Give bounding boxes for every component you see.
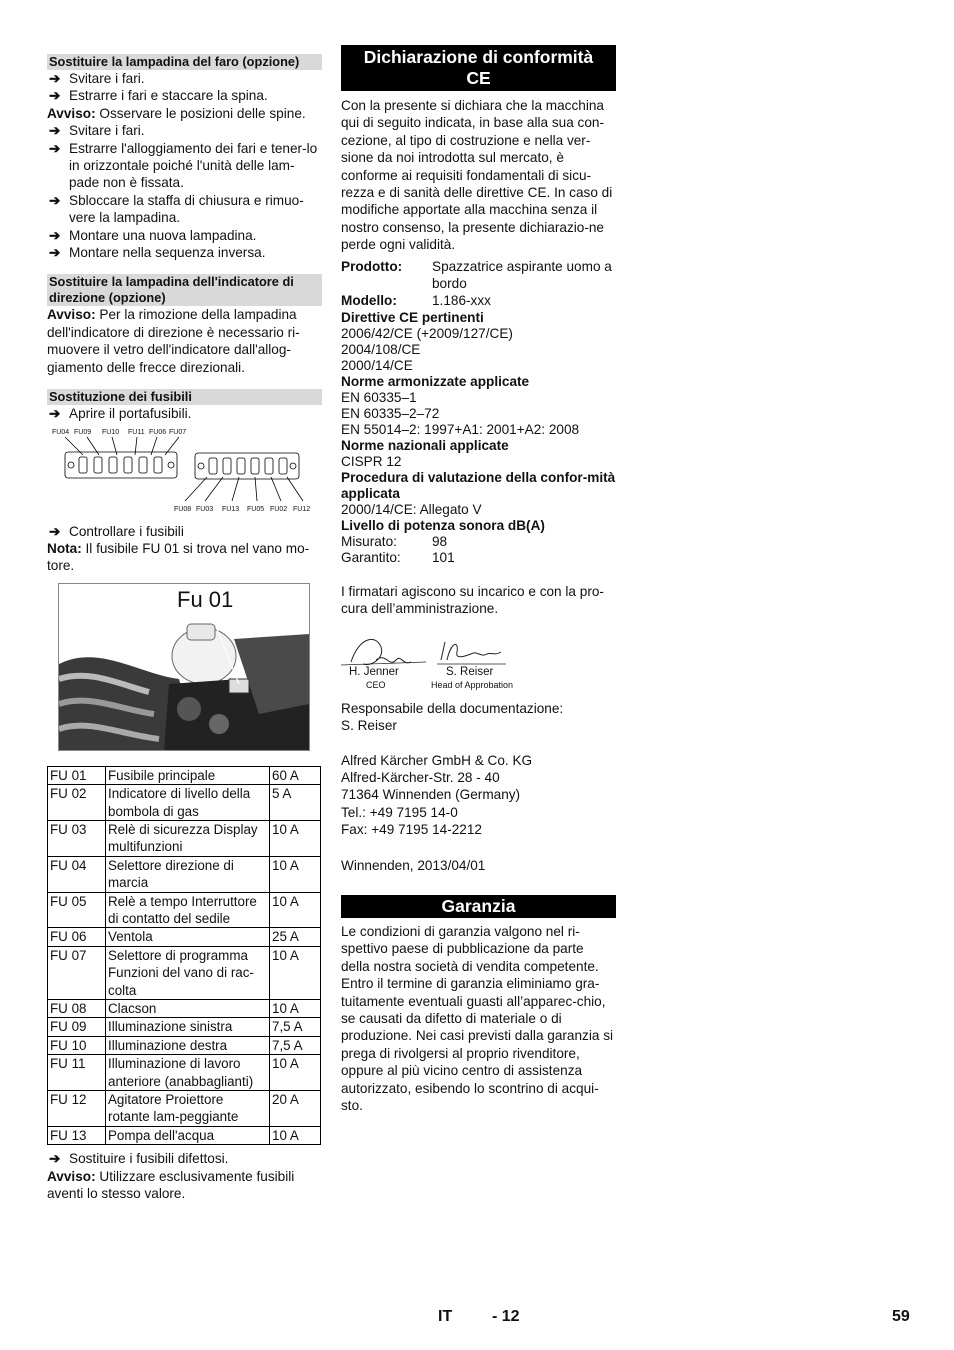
fuse-slot bbox=[223, 458, 231, 474]
harmonized-norms-label: Norme armonizzate applicate bbox=[341, 373, 530, 389]
table-row bbox=[48, 766, 321, 784]
fuse-description: Illuminazione destra bbox=[106, 1036, 270, 1054]
fuse-slot bbox=[265, 458, 273, 474]
table-row bbox=[48, 785, 321, 821]
fuse-label: FU12 bbox=[293, 505, 311, 513]
fuse-id: FU 10 bbox=[48, 1036, 106, 1054]
note: Nota: Il fusibile FU 01 si trova nel vano mo-tore. bbox=[47, 540, 310, 574]
fuse-description: Illuminazione sinistra bbox=[106, 1018, 270, 1036]
fuse-description: Illuminazione di lavoro anteriore (anabbaglianti) bbox=[106, 1055, 270, 1091]
section-title-indicator: Sostituire la lampadina dell'indicatore di direzione (opzione) bbox=[47, 274, 322, 306]
table-row bbox=[48, 892, 321, 928]
footer-page-number: 59 bbox=[892, 1308, 910, 1325]
fuse-rating: 7,5 A bbox=[270, 1018, 321, 1036]
fuse-label: FU13 bbox=[222, 505, 240, 513]
arrow-icon: ➔ bbox=[49, 1151, 61, 1167]
fuse-description: Ventola bbox=[106, 928, 270, 946]
signatories-text: I firmatari agiscono su incarico e con la pro-cura dell’amministrazione. bbox=[341, 583, 604, 617]
note: Avviso: Utilizzare esclusivamente fusibili aventi lo stesso valore. bbox=[47, 1168, 295, 1202]
fuse-id: FU 09 bbox=[48, 1018, 106, 1036]
arrow-icon: ➔ bbox=[49, 140, 61, 156]
fuse-slot bbox=[251, 458, 259, 474]
fuse-label: FU10 bbox=[102, 428, 120, 436]
fuse-label: FU03 bbox=[196, 505, 214, 513]
fuse-description: Relè di sicurezza Display multifunzioni bbox=[106, 820, 270, 856]
responsible-label: Responsabile della documentazione: bbox=[341, 700, 564, 716]
fuse-description: Relè a tempo Interruttore di contatto del sedile bbox=[106, 892, 270, 928]
table-row bbox=[48, 1036, 321, 1054]
fuse-label: FU07 bbox=[169, 428, 187, 436]
address: Alfred Kärcher GmbH & Co. KG Alfred-Kärcher-Str. 28 - 40 71364 Winnenden (Germany) Tel.: +49 7195 14-0 Fax: +49 7195 14-2212 bbox=[341, 752, 533, 838]
fuse-label: FU04 bbox=[52, 428, 70, 436]
fuse-box-diagram bbox=[47, 429, 322, 519]
arrow-icon: ➔ bbox=[49, 88, 61, 104]
fuse-id: FU 01 bbox=[48, 766, 106, 784]
step: ➔ Svitare i fari. bbox=[49, 123, 145, 139]
fuse-label: FU02 bbox=[270, 505, 288, 513]
fuse-rating: 20 A bbox=[270, 1091, 321, 1127]
note: Avviso: Osservare le posizioni delle spine. bbox=[47, 105, 306, 121]
section-title-headlight: Sostituire la lampadina del faro (opzione) bbox=[47, 54, 322, 70]
step: ➔ Sostituire i fusibili difettosi. bbox=[49, 1151, 229, 1167]
table-row bbox=[48, 946, 321, 999]
table-row bbox=[48, 928, 321, 946]
arrow-icon: ➔ bbox=[49, 71, 61, 86]
fuse-id: FU 04 bbox=[48, 856, 106, 892]
fuse-slot bbox=[209, 458, 217, 474]
fuse-slot bbox=[124, 457, 132, 473]
fuse-slot bbox=[237, 458, 245, 474]
fuse-label: FU09 bbox=[74, 428, 92, 436]
fuse-description: Pompa dell'acqua bbox=[106, 1126, 270, 1144]
fuse-rating: 25 A bbox=[270, 928, 321, 946]
fuse-id: FU 02 bbox=[48, 785, 106, 821]
footer-lang: IT bbox=[438, 1308, 453, 1325]
warranty-text: Le condizioni di garanzia valgono nel ri-spettivo paese di pubblicazione da parte della nostra società di vendita competente. Entro il termine di garanzia eliminiamo gra-tuitamente eventuali guasti all’apparec-chio, se causati da difetto di materiale o di produzione. Nei casi previsti dalla garanzia si prega di rivolgersi al proprio rivenditore, oppure al più vicino centro di assistenza autorizzato, esibendo lo scontrino di acqui-sto. bbox=[341, 923, 614, 1113]
signatures bbox=[341, 632, 616, 696]
table-row bbox=[48, 1055, 321, 1091]
model-row: Modello: 1.186-xxx bbox=[341, 293, 491, 309]
fuse-slot bbox=[79, 457, 87, 473]
fuse-id: FU 07 bbox=[48, 946, 106, 999]
fuse-id: FU 08 bbox=[48, 1000, 106, 1018]
procedure-label: Procedura di valutazione della confor-mità applicata bbox=[341, 469, 616, 501]
fuse-slot bbox=[279, 458, 287, 474]
directives-label: Direttive CE pertinenti bbox=[341, 309, 484, 325]
step: ➔ Sbloccare la staffa di chiusura e rimuo-vere la lampadina. bbox=[49, 192, 304, 226]
fuse-description: Indicatore di livello della bombola di gas bbox=[106, 785, 270, 821]
fuse-table bbox=[47, 766, 321, 1146]
step: ➔ Controllare i fusibili bbox=[49, 523, 184, 539]
fuse-description: Selettore direzione di marcia bbox=[106, 856, 270, 892]
fuse-slot bbox=[154, 457, 162, 473]
fuse-label: FU06 bbox=[149, 428, 167, 436]
fuse-description: Clacson bbox=[106, 1000, 270, 1018]
fuse-rating: 60 A bbox=[270, 766, 321, 784]
fuse-description: Fusibile principale bbox=[106, 766, 270, 784]
fuse-label: FU05 bbox=[247, 505, 265, 513]
table-row bbox=[48, 820, 321, 856]
national-norms-label: Norme nazionali applicate bbox=[341, 437, 509, 453]
fuse-rating: 5 A bbox=[270, 785, 321, 821]
warranty-title: Garanzia bbox=[341, 895, 616, 918]
fuse-rating: 10 A bbox=[270, 1126, 321, 1144]
fuse-rating: 10 A bbox=[270, 820, 321, 856]
responsible-name: S. Reiser bbox=[341, 718, 397, 734]
step: ➔ Estrarre i fari e staccare la spina. bbox=[49, 88, 268, 104]
section-title-fuses: Sostituzione dei fusibili bbox=[47, 389, 322, 405]
step: ➔ Montare una nuova lampadina. bbox=[49, 227, 257, 243]
fuse-label: FU11 bbox=[128, 428, 145, 436]
sound-level-label: Livello di potenza sonora dB(A) bbox=[341, 517, 545, 533]
signer2-role: Head of Approbation bbox=[431, 679, 514, 690]
footer-page-local: - 12 bbox=[492, 1308, 520, 1325]
table-row bbox=[48, 1000, 321, 1018]
arrow-icon: ➔ bbox=[49, 406, 61, 422]
fuse-label: FU08 bbox=[174, 505, 192, 513]
step: ➔ Svitare i fari. bbox=[49, 71, 145, 86]
table-row bbox=[48, 1018, 321, 1036]
arrow-icon: ➔ bbox=[49, 123, 61, 139]
arrow-icon: ➔ bbox=[49, 192, 61, 208]
table-row bbox=[48, 1091, 321, 1127]
fuse-description: Agitatore Proiettore rotante lam-peggiante bbox=[106, 1091, 270, 1127]
fuse-description: Selettore di programma Funzioni del vano di rac-colta bbox=[106, 946, 270, 999]
arrow-icon: ➔ bbox=[49, 523, 61, 539]
table-row bbox=[48, 856, 321, 892]
fuse-rating: 10 A bbox=[270, 946, 321, 999]
fuse-slot bbox=[139, 457, 147, 473]
fuse-id: FU 03 bbox=[48, 820, 106, 856]
signer1-role: CEO bbox=[366, 679, 386, 690]
declaration-title: Dichiarazione di conformità CE bbox=[341, 45, 616, 91]
declaration-intro: Con la presente si dichiara che la macchina qui di seguito indicata, in base alla sua con-cezione, al tipo di costruzione e nella ver-sione da noi introdotta sul mercato, è conforme ai requisiti fondamentali di sicu-rezza e di sanità delle direttive CE. In caso di modifiche apportate alla macchina senza il nostro consenso, la presente dichiarazio-ne perde ogni validità. bbox=[341, 98, 613, 253]
fuse-id: FU 05 bbox=[48, 892, 106, 928]
fuse-rating: 10 A bbox=[270, 856, 321, 892]
fuse-id: FU 11 bbox=[48, 1055, 106, 1091]
signer2-name: S. Reiser bbox=[446, 665, 494, 678]
step: ➔ Estrarre l'alloggiamento dei fari e tener-lo in orizzontale poiché l'unità delle lam-pade non è fissata. bbox=[49, 140, 318, 191]
place-date: Winnenden, 2013/04/01 bbox=[341, 857, 486, 873]
fuse-rating: 10 A bbox=[270, 892, 321, 928]
fuse-rating: 7,5 A bbox=[270, 1036, 321, 1054]
fuse-rating: 10 A bbox=[270, 1000, 321, 1018]
fuse-rating: 10 A bbox=[270, 1055, 321, 1091]
fuse-id: FU 06 bbox=[48, 928, 106, 946]
table-row bbox=[48, 1126, 321, 1144]
fuse-id: FU 12 bbox=[48, 1091, 106, 1127]
right-column: Dichiarazione di conformità CE Con la presente si dichiara che la macchina qui di seguito indicata, in base alla sua con-cezione, al tipo di costruzione e nella ver-sione da noi introdotta sul mercato, è conforme ai requisiti fondamentali di sicu-rezza e di sanità delle direttive CE. In caso di modifiche apportate alla macchina senza il nostro consenso, la presente dichiarazio-ne perde ogni validità. Prodotto: Spazzatrice aspirante uomo a bordo Modello: 1.186-xxx Direttive CE pertinenti 2006/42/CE (+2009/127/CE) 2004/108/CE 2000/14/CE Norme armonizzate applicate EN 60335–1 EN 60335–2–72 EN 55014–2: 1997+A1: 2001+A2: 2008 Norme nazionali applicate CISPR 12 Procedura di valutazione della confor-mità applicata 2000/14/CE: Allegato V Livello di potenza sonora dB(A) Misurato: 98 Garantito: 101 I firmatari agiscono su incarico e con la pro-cura dell’amministrazione. H. Jenner CEO S. Reiser Head of Approbation Responsabile della documentazione: S. Reiser Alfred Kärcher GmbH & Co. KG Alfred-Kärcher-Str. 28 - 40 71364 Winnenden (Germany) Tel.: +49 7195 14-0 Fax: +49 7195 14-2212 Winnenden, 2013/04/01 Garanzia Le condizioni di garanzia valgono nel ri-spettivo paese di pubblicazione da parte della nostra società di vendita competente. Entro il termine di garanzia eliminiamo gra-tuitamente eventuali guasti all’apparec-chio, se causati da difetto di materiale o di produzione. Nei casi previsti dalla garanzia si prega di rivolgersi al proprio rivenditore, oppure al più vicino centro di assistenza autorizzato, esibendo lo scontrino di acqui-sto. bbox=[341, 47, 616, 1113]
note: Avviso: Per la rimozione della lampadina dell'indicatore di direzione è necessario ri-muovere il vetro dell'indicatore dall'allog-giamento delle frecce direzionali. bbox=[47, 307, 300, 375]
engine-compartment-photo bbox=[58, 583, 310, 751]
product-row: Prodotto: Spazzatrice aspirante uomo a bordo bbox=[341, 258, 612, 292]
photo-label: Fu 01 bbox=[177, 586, 234, 612]
fuse-slot bbox=[109, 457, 117, 473]
step: ➔ Montare nella sequenza inversa. bbox=[49, 245, 266, 261]
fuse-id: FU 13 bbox=[48, 1126, 106, 1144]
left-column bbox=[47, 0, 322, 1202]
step: ➔ Aprire il portafusibili. bbox=[49, 406, 192, 422]
arrow-icon: ➔ bbox=[49, 245, 61, 261]
signer1-name: H. Jenner bbox=[349, 665, 399, 678]
fuse-slot bbox=[94, 457, 102, 473]
arrow-icon: ➔ bbox=[49, 227, 61, 243]
